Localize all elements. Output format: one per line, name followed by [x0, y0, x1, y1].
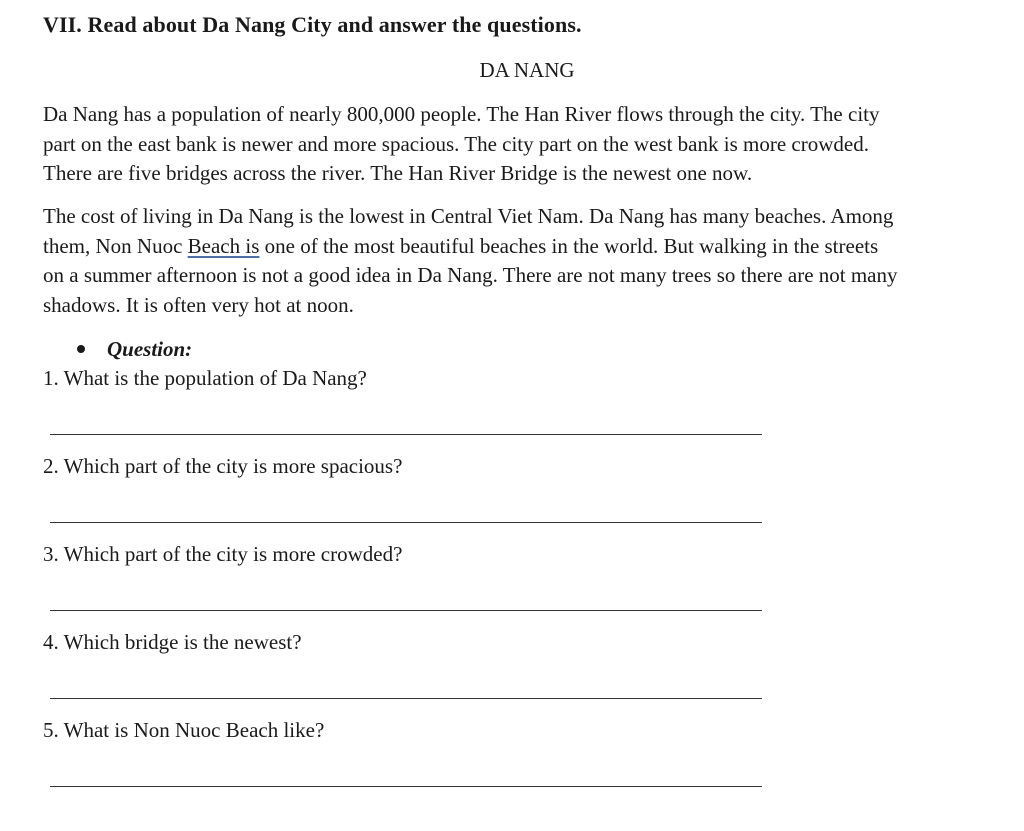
paragraph-1-line: part on the east bank is newer and more spacious. The city part on the west bank is more crowded.	[43, 131, 869, 156]
paragraph-2-line: The cost of living in Da Nang is the lowest in Central Viet Nam. Da Nang has many beaches. Among	[43, 204, 894, 228]
paragraph-2-text: them, Non Nuoc	[43, 233, 188, 258]
answer-line[interactable]	[50, 434, 762, 435]
answer-line[interactable]	[50, 522, 762, 523]
question-item: 2. Which part of the city is more spacious?	[43, 454, 403, 478]
bullet-icon	[77, 345, 85, 353]
exercise-heading: VII. Read about Da Nang City and answer the questions.	[43, 12, 582, 37]
question-label: Question:	[107, 337, 193, 361]
question-item: 4. Which bridge is the newest?	[43, 630, 302, 654]
question-item: 1. What is the population of Da Nang?	[43, 366, 367, 390]
answer-line[interactable]	[50, 698, 762, 699]
paragraph-2-text: one of the most beautiful beaches in the world. But walking in the streets	[259, 233, 879, 258]
answer-line[interactable]	[50, 786, 762, 787]
paragraph-2-line: on a summer afternoon is not a good idea in Da Nang. There are not many trees so there are not many	[43, 263, 898, 287]
underlined-text: Beach is	[187, 233, 260, 258]
passage-title: DA NANG	[479, 58, 575, 82]
paragraph-1-line: There are five bridges across the river. The Han River Bridge is the newest one now.	[43, 161, 753, 185]
question-item: 3. Which part of the city is more crowded?	[43, 542, 403, 566]
paragraph-2	[43, 202, 1011, 320]
paragraph-2-line: shadows. It is often very hot at noon.	[43, 292, 354, 317]
paragraph-1	[43, 100, 1011, 189]
question-item: 5. What is Non Nuoc Beach like?	[43, 718, 325, 742]
paragraph-1-line: Da Nang has a population of nearly 800,000 people. The Han River flows through the city. The city	[43, 102, 880, 126]
answer-line[interactable]	[50, 610, 762, 611]
question-section-header	[77, 337, 192, 362]
paragraph-2-line	[43, 232, 1011, 262]
